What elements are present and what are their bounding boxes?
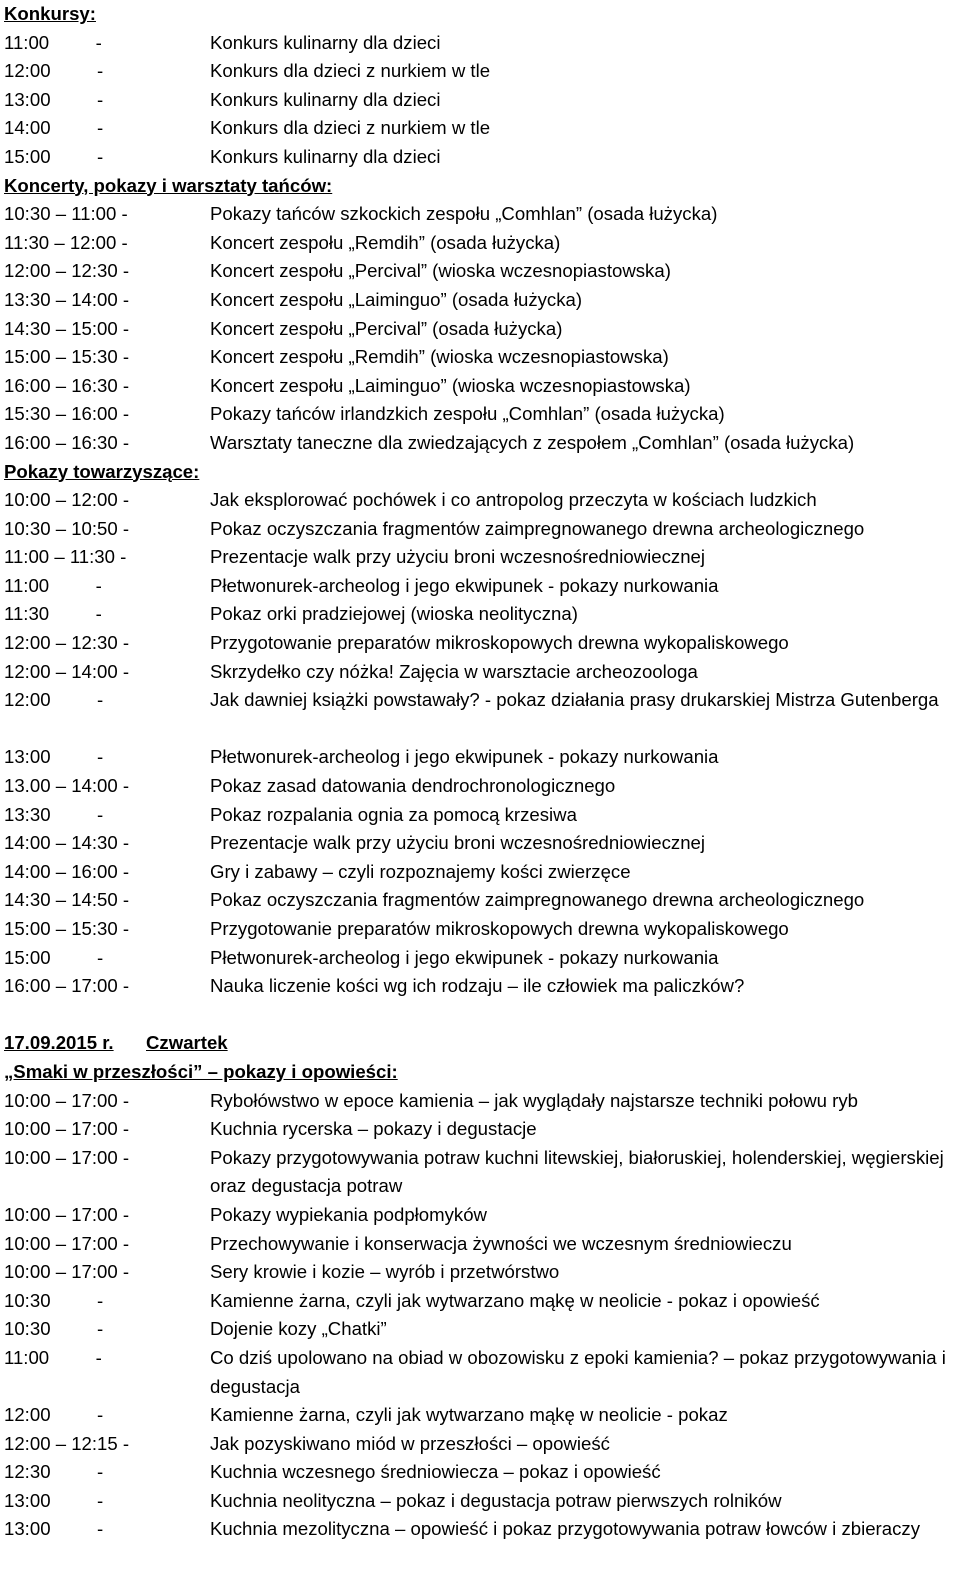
schedule-description: Płetwonurek-archeolog i jego ekwipunek - pokazy nurkowania [210,746,719,768]
schedule-row [4,1144,958,1201]
schedule-time: 11:00 – 11:30 - [4,546,127,568]
schedule-row [4,886,958,915]
schedule-row [4,829,958,858]
schedule-row [4,257,958,286]
schedule-row [4,658,958,687]
schedule-description: Jak eksplorować pochówek i co antropolog przeczyta w kościach ludzkich [210,489,817,511]
schedule-description: Pokaz orki pradziejowej (wioska neolityczna) [210,603,578,625]
schedule-row [4,543,958,572]
schedule-time: 12:00 - [4,689,104,711]
koncerty-list [4,200,958,457]
schedule-time: 10:00 – 17:00 - [4,1203,130,1225]
schedule-description: Jak dawniej książki powstawały? - pokaz działania prasy drukarskiej Mistrza Gutenberga [210,689,939,711]
schedule-time: 15:00 - [4,946,104,968]
schedule-row [4,915,958,944]
schedule-description: Koncert zespołu „Remdih” (wioska wczesnopiastowska) [210,346,669,368]
section-title-smaki: „Smaki w przeszłości” – pokazy i opowieści: [4,1060,398,1082]
schedule-row [4,1315,958,1344]
schedule-description: Nauka liczenie kości wg ich rodzaju – ile człowiek ma paliczków? [210,975,745,997]
schedule-row [4,286,958,315]
schedule-row [4,315,958,344]
schedule-row [4,343,958,372]
schedule-time: 12:00 – 12:30 - [4,632,130,654]
schedule-description: Kuchnia mezolityczna – opowieść i pokaz przygotowywania potraw łowców i zbieraczy [210,1518,920,1540]
pokazy-list [4,486,958,1001]
schedule-description: Warsztaty taneczne dla zwiedzających z zespołem „Comhlan” (osada łużycka) [210,431,855,453]
schedule-description: Pokaz zasad datowania dendrochronologicznego [210,775,616,797]
schedule-description: Przygotowanie preparatów mikroskopowych drewna wykopaliskowego [210,918,789,939]
schedule-time: 10:30 - [4,1289,104,1311]
schedule-time: 13:30 – 14:00 - [4,288,130,310]
schedule-description: Rybołówstwo w epoce kamienia – jak wyglądały najstarsze techniki połowu ryb [210,1089,858,1111]
schedule-time: 12:00 – 14:00 - [4,660,130,682]
schedule-row [4,1201,958,1230]
schedule-time: 11:00 - [4,1346,102,1368]
schedule-description: Dojenie kozy „Chatki” [210,1318,387,1340]
schedule-description: Kamienne żarna, czyli jak wytwarzano mąkę w neolicie - pokaz i opowieść [210,1289,820,1311]
schedule-time: 10:00 – 12:00 - [4,489,130,511]
schedule-row [4,1487,958,1516]
schedule-row [4,143,958,172]
spacer [4,1001,958,1030]
schedule-row [4,1515,958,1572]
schedule-description: Prezentacje walk przy użyciu broni wczesnośredniowiecznej [210,832,706,854]
schedule-time: 10:30 - [4,1318,104,1340]
schedule-description: Konkurs kulinarny dla dzieci [210,145,441,167]
schedule-time: 13.00 – 14:00 - [4,775,130,797]
smaki-list [4,1087,958,1573]
schedule-description: Konkurs kulinarny dla dzieci [210,31,441,53]
schedule-description: Kamienne żarna, czyli jak wytwarzano mąkę w neolicie - pokaz [210,1404,728,1426]
konkursy-list [4,29,958,172]
schedule-time: 12:00 - [4,1404,104,1426]
schedule-row [4,743,958,772]
schedule-row [4,1287,958,1316]
schedule-time: 14:00 – 14:30 - [4,832,130,854]
schedule-time: 16:00 – 16:30 - [4,431,130,453]
program-document [4,0,958,1573]
schedule-row [4,1344,958,1401]
schedule-description: Konkurs dla dzieci z nurkiem w tle [210,60,491,82]
schedule-time: 11:30 - [4,603,102,625]
day-date: 17.09.2015 r. [4,1032,114,1054]
schedule-description: Gry i zabawy – czyli rozpoznajemy kości zwierzęce [210,860,631,882]
schedule-time: 14:00 – 16:00 - [4,860,130,882]
schedule-time: 16:00 – 17:00 - [4,975,130,997]
schedule-time: 11:30 – 12:00 - [4,231,128,253]
schedule-time: 13:00 - [4,88,104,110]
schedule-row [4,972,958,1001]
schedule-time: 13:00 - [4,1518,104,1540]
schedule-description: Skrzydełko czy nóżka! Zajęcia w warsztacie archeozoologa [210,660,698,682]
schedule-time: 10:00 – 17:00 - [4,1146,130,1168]
schedule-description: Pokaz rozpalania ognia za pomocą krzesiwa [210,803,577,825]
schedule-description: Kuchnia rycerska – pokazy i degustacje [210,1118,537,1140]
section-title-koncerty: Koncerty, pokazy i warsztaty tańców: [4,174,333,196]
schedule-description: Płetwonurek-archeolog i jego ekwipunek - pokazy nurkowania [210,574,719,596]
schedule-time: 10:30 – 10:50 - [4,517,130,539]
schedule-description: Jak pozyskiwano miód w przeszłości – opowieść [210,1432,610,1454]
schedule-description: Konkurs kulinarny dla dzieci [210,88,441,110]
section-title-pokazy: Pokazy towarzyszące: [4,460,200,482]
schedule-time: 11:00 - [4,574,102,596]
schedule-time: 10:00 – 17:00 - [4,1232,130,1254]
schedule-row [4,57,958,86]
schedule-time: 10:00 – 17:00 - [4,1118,130,1140]
schedule-description: Kuchnia wczesnego średniowiecza – pokaz i opowieść [210,1461,661,1483]
schedule-description: Przechowywanie i konserwacja żywności we wczesnym średniowieczu [210,1232,792,1254]
schedule-time: 13:00 - [4,1489,104,1511]
schedule-row [4,114,958,143]
schedule-description: Koncert zespołu „Laiminguo” (osada łużycka) [210,288,583,310]
schedule-description: Płetwonurek-archeolog i jego ekwipunek - pokazy nurkowania [210,946,719,968]
schedule-row [4,1430,958,1459]
schedule-time: 15:00 – 15:30 - [4,918,130,939]
schedule-row [4,400,958,429]
schedule-row [4,1458,958,1487]
schedule-row [4,200,958,229]
schedule-row [4,1230,958,1259]
schedule-row [4,1087,958,1116]
schedule-row [4,572,958,601]
schedule-row [4,772,958,801]
schedule-time: 10:30 – 11:00 - [4,203,128,225]
schedule-row [4,486,958,515]
schedule-row [4,1258,958,1287]
schedule-description: Pokazy tańców irlandzkich zespołu „Comhlan” (osada łużycka) [210,403,725,425]
schedule-row [4,1115,958,1144]
schedule-row [4,29,958,58]
schedule-time: 15:00 – 15:30 - [4,346,130,368]
schedule-time: 12:00 - [4,60,104,82]
schedule-time: 14:30 – 15:00 - [4,317,130,339]
schedule-row [4,372,958,401]
schedule-time: 12:30 - [4,1461,104,1483]
day-name: Czwartek [146,1032,228,1054]
schedule-time: 12:00 – 12:30 - [4,260,130,282]
section-title-konkursy: Konkursy: [4,3,96,24]
schedule-description: Pokazy przygotowywania potraw kuchni litewskiej, białoruskiej, holenderskiej, węgierskiej oraz degustacja potraw [210,1146,944,1197]
schedule-description: Pokaz oczyszczania fragmentów zaimpregnowanego drewna archeologicznego [210,889,865,911]
schedule-row [4,801,958,830]
schedule-row [4,686,958,743]
schedule-description: Koncert zespołu „Laiminguo” (wioska wczesnopiastowska) [210,374,691,396]
schedule-description: Pokaz oczyszczania fragmentów zaimpregnowanego drewna archeologicznego [210,517,865,539]
schedule-row [4,944,958,973]
schedule-time: 14:30 – 14:50 - [4,889,130,911]
schedule-time: 15:00 - [4,145,104,167]
schedule-time: 13:30 - [4,803,104,825]
schedule-row [4,600,958,629]
schedule-time: 11:00 - [4,31,102,53]
schedule-description: Prezentacje walk przy użyciu broni wczesnośredniowiecznej [210,546,706,568]
schedule-row [4,429,958,458]
schedule-description: Co dziś upolowano na obiad w obozowisku z epoki kamienia? – pokaz przygotowywania i degustacja [210,1346,946,1397]
schedule-description: Pokazy tańców szkockich zespołu „Comhlan” (osada łużycka) [210,203,718,225]
schedule-description: Kuchnia neolityczna – pokaz i degustacja potraw pierwszych rolników [210,1489,782,1511]
schedule-row [4,1401,958,1430]
schedule-time: 16:00 – 16:30 - [4,374,130,396]
schedule-description: Koncert zespołu „Percival” (osada łużycka) [210,317,563,339]
schedule-time: 13:00 - [4,746,104,768]
schedule-row [4,515,958,544]
schedule-description: Koncert zespołu „Remdih” (osada łużycka) [210,231,561,253]
schedule-description: Koncert zespołu „Percival” (wioska wczesnopiastowska) [210,260,671,282]
schedule-time: 10:00 – 17:00 - [4,1261,130,1283]
schedule-time: 12:00 – 12:15 - [4,1432,130,1454]
schedule-time: 14:00 - [4,117,104,139]
schedule-time: 15:30 – 16:00 - [4,403,130,425]
schedule-row [4,858,958,887]
schedule-row [4,629,958,658]
schedule-description: Sery krowie i kozie – wyrób i przetwórstwo [210,1261,560,1283]
day-header [4,1029,958,1058]
schedule-time: 10:00 – 17:00 - [4,1089,130,1111]
schedule-row [4,229,958,258]
schedule-description: Konkurs dla dzieci z nurkiem w tle [210,117,491,139]
schedule-description: Pokazy wypiekania podpłomyków [210,1203,487,1225]
schedule-description: Przygotowanie preparatów mikroskopowych drewna wykopaliskowego [210,632,789,654]
schedule-row [4,86,958,115]
